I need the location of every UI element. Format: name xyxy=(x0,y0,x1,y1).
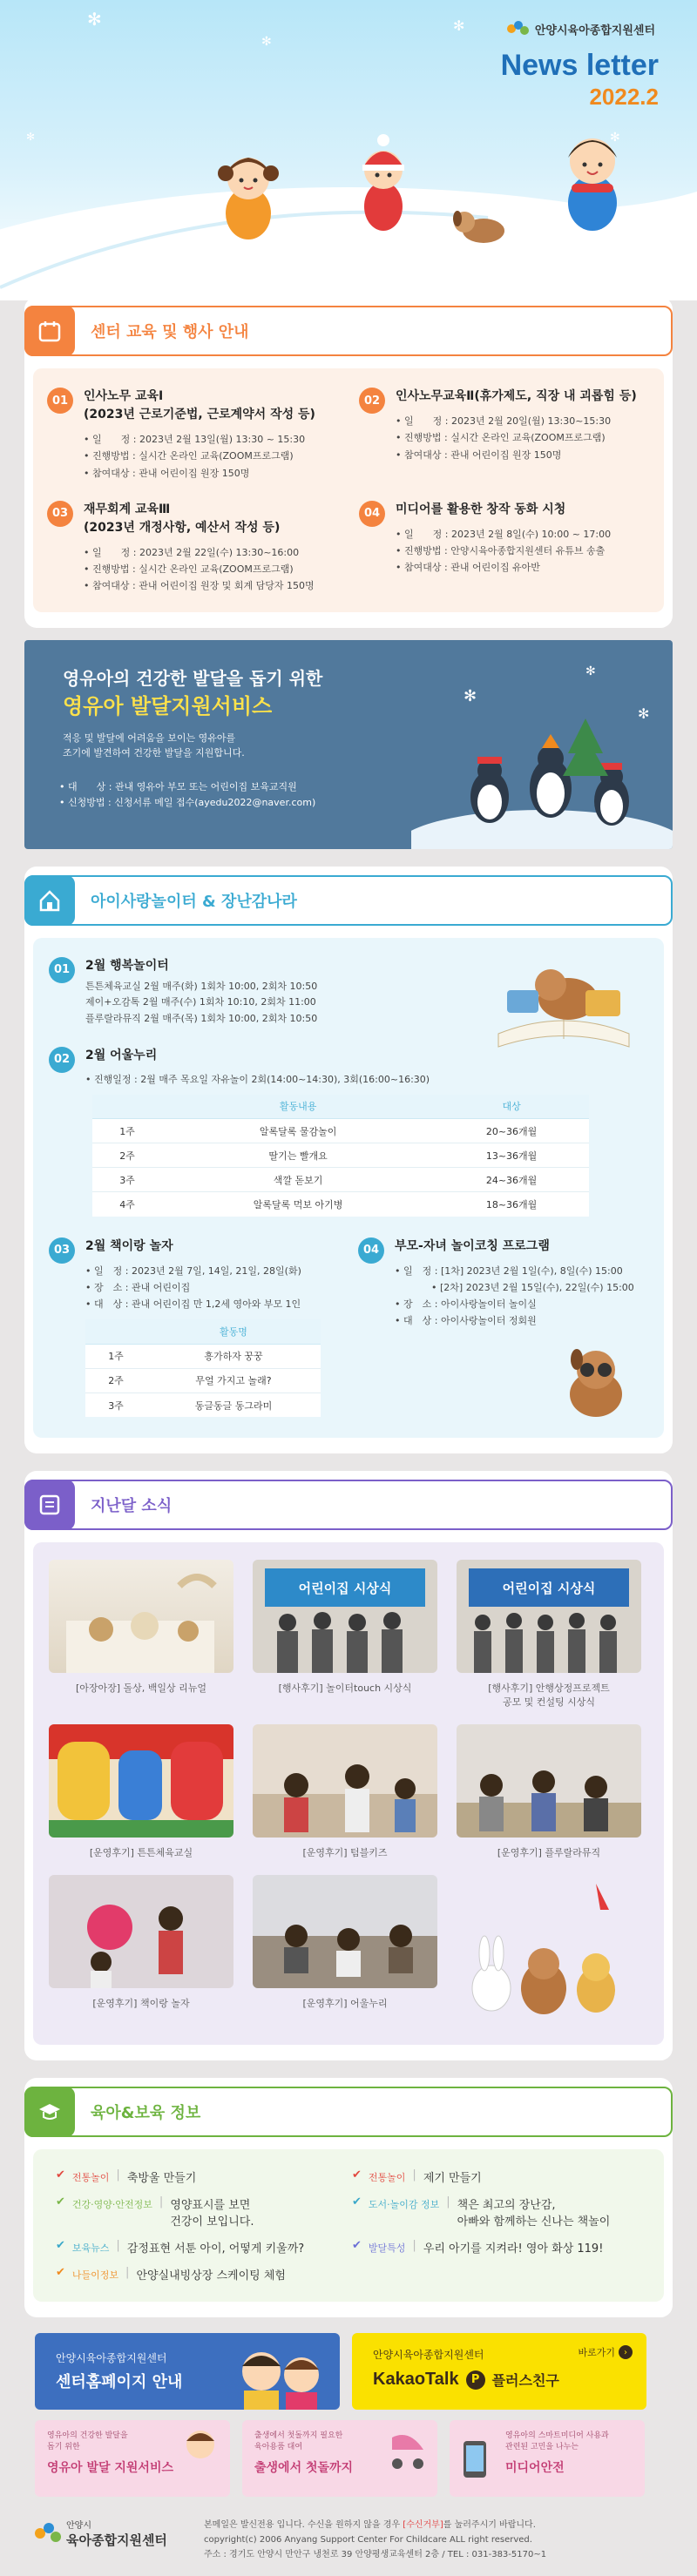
section-title-text: 지난달 소식 xyxy=(91,1497,173,1516)
info-link[interactable]: ✔ 나들이정보 | 안양실내빙상장 스케이팅 체험 xyxy=(56,2266,286,2283)
gallery-item[interactable] xyxy=(49,1875,233,2026)
check-icon: ✔ xyxy=(56,2239,65,2253)
link-title: 출생에서 첫돌까지 xyxy=(254,2460,354,2475)
unsubscribe-link[interactable]: [수신거부] xyxy=(403,2520,443,2531)
program-detail: 제이+오감톡 2월 매주(수) 1회차 10:10, 2회차 11:00 xyxy=(85,996,316,1008)
event-detail: • 일 정 : 2023년 2월 22일(수) 13:30~16:00 xyxy=(84,544,315,561)
gallery-caption: [운영후기] 플루랄라뮤직 xyxy=(497,1847,601,1859)
kakaotalk-brand: KakaoTalk xyxy=(373,2370,459,2390)
footer-org-name: 육아종합지원센터 xyxy=(66,2532,167,2549)
snowflake-icon: ✻ xyxy=(610,131,620,145)
gallery-photo xyxy=(49,1875,233,1988)
chevron-right-icon: › xyxy=(619,2345,633,2359)
program-schedule: • 진행일정 : 2월 매주 목요일 자유놀이 2회(14:00~14:30), 3회(16:00~16:30) xyxy=(85,1073,430,1085)
playground-content xyxy=(33,938,664,1439)
smartphone-icon xyxy=(457,2438,497,2481)
program-number: 02 xyxy=(49,1047,75,1073)
check-icon: ✔ xyxy=(352,2239,362,2253)
event-detail: • 일 정 : 2023년 2월 13일(월) 13:30 ~ 15:30 xyxy=(84,431,315,448)
house-icon xyxy=(24,875,75,926)
program-title: 2월 어울누리 xyxy=(85,1048,158,1062)
program-detail: • 장 소 : 관내 어린이집 xyxy=(85,1279,321,1296)
check-icon: ✔ xyxy=(56,2168,65,2182)
section-title-text: 센터 교육 및 행사 안내 xyxy=(91,323,249,341)
event-detail: • 참여대상 : 관내 어린이집 원장 150명 xyxy=(84,465,315,482)
gallery-caption: [운영후기] 텀블키즈 xyxy=(302,1847,388,1859)
baby-goods-rental-link[interactable]: 출생에서 첫돌까지 필요한 육아용품 대여 출생에서 첫돌까지 xyxy=(242,2420,437,2497)
program-item xyxy=(49,1047,648,1217)
table-header: 대상 xyxy=(434,1095,589,1119)
info-title: 안양실내빙상장 스케이팅 체험 xyxy=(136,2269,286,2283)
gallery-item[interactable] xyxy=(49,1724,233,1859)
event-detail: • 참여대상 : 관내 어린이집 유아반 xyxy=(396,559,611,576)
svg-text:✻: ✻ xyxy=(585,664,596,678)
newsletter-title: News letter xyxy=(500,49,659,82)
penguins-illustration xyxy=(411,640,673,849)
program-detail: 튼튼체육교실 2월 매주(화) 1회차 10:00, 2회차 10:50 xyxy=(85,980,318,992)
info-link[interactable]: ✔ 도서·놀이감 정보 | 책은 최고의 장난감, 아빠와 함께하는 신나는 책놀이 xyxy=(352,2195,611,2229)
section-title-text: 아이사랑놀이터 & 장난감나라 xyxy=(91,892,297,911)
banner-headline: 영유아 발달지원서비스 xyxy=(63,693,273,718)
homepage-banner-org: 안양시육아종합지원센터 xyxy=(56,2352,167,2365)
event-detail: • 진행방법 : 실시간 온라인 교육(ZOOM프로그램) xyxy=(84,561,315,577)
check-icon: ✔ xyxy=(352,2195,362,2209)
footer xyxy=(0,2518,697,2562)
info-link[interactable]: ✔ 발달특성 | 우리 아기를 지켜라! 영아 화상 119! xyxy=(352,2239,604,2256)
child-illustration xyxy=(176,2425,225,2469)
event-detail: • 일 정 : 2023년 2월 20일(월) 13:30~15:30 xyxy=(396,413,637,429)
program-detail: 플루랄라뮤직 2월 매주(목) 1회차 10:00, 2회차 10:50 xyxy=(85,1012,318,1024)
check-icon: ✔ xyxy=(352,2168,362,2182)
book-activity-table xyxy=(85,1319,321,1417)
footer-copyright: copyright(c) 2006 Anyang Support Center For Childcare ALL right reserved. xyxy=(204,2535,532,2546)
snowflake-icon: ✻ xyxy=(87,9,102,30)
gallery-caption: [행사후기] 놀이터touch 시상식 xyxy=(278,1682,412,1695)
book-dog-illustration xyxy=(490,955,638,1060)
footer-logo: 안양시 육아종합지원센터 xyxy=(35,2518,183,2549)
header-banner xyxy=(0,0,697,300)
program-item xyxy=(49,1237,341,1418)
event-item xyxy=(359,501,650,595)
binocular-dog-illustration xyxy=(552,1342,639,1420)
table-row: 3주 동글동글 동그라미 xyxy=(108,1399,273,1412)
gallery-photo xyxy=(49,1724,233,1838)
gallery-photo xyxy=(457,1724,641,1838)
table-row: 2주 무얼 가지고 놀래? xyxy=(85,1368,321,1393)
info-link[interactable]: ✔ 전통놀이 | 제기 만들기 xyxy=(352,2168,482,2186)
winter-children-illustration xyxy=(0,0,697,300)
check-icon: ✔ xyxy=(56,2195,65,2209)
info-title: 축방울 만들기 xyxy=(126,2172,197,2186)
event-number: 02 xyxy=(359,388,385,414)
children-illustration xyxy=(227,2340,331,2410)
activity-table xyxy=(92,1095,589,1217)
info-title: 영양표시를 보면 건강이 보입니다. xyxy=(170,2199,254,2229)
table-header: 활동명 xyxy=(146,1319,321,1344)
table-row: 4주 알록달록 먹보 아기병 18~36개월 xyxy=(119,1198,538,1210)
program-detail: • [2차] 2023년 2월 15일(수), 22일(수) 15:00 xyxy=(395,1279,634,1296)
event-detail: • 참여대상 : 관내 어린이집 원장 150명 xyxy=(396,447,637,463)
kakaotalk-go-link[interactable]: 바로가기 › xyxy=(578,2345,633,2359)
homepage-banner[interactable] xyxy=(35,2333,340,2410)
program-number: 03 xyxy=(49,1237,75,1264)
media-safety-link[interactable]: 영유아의 스마트미디어 사용과 관련된 고민을 나누는 미디어안전 xyxy=(450,2420,645,2497)
event-detail: • 진행방법 : 실시간 온라인 교육(ZOOM프로그램) xyxy=(84,448,315,464)
section-title-parenting-info xyxy=(24,2087,673,2137)
program-detail: • 일 정 : 2023년 2월 7일, 14일, 21일, 28일(화) xyxy=(85,1263,321,1279)
info-link[interactable]: ✔ 건강·영양·안전정보 | 영양표시를 보면 건강이 보입니다. xyxy=(56,2195,254,2229)
gallery-photo xyxy=(457,1560,641,1673)
snowflake-icon: ✻ xyxy=(453,17,465,34)
gallery-caption: [운영후기] 책이랑 놀자 xyxy=(92,1998,190,2010)
link-title: 미디어안전 xyxy=(505,2460,565,2475)
table-row: 2주 딸기는 빨개요 13~36개월 xyxy=(92,1143,589,1168)
kakaotalk-banner[interactable] xyxy=(352,2333,646,2410)
program-item xyxy=(358,1237,648,1418)
event-number: 04 xyxy=(359,501,385,527)
program-detail: • 일 정 : [1차] 2023년 2월 1일(수), 8일(수) 15:00 xyxy=(395,1263,634,1279)
development-support-banner[interactable] xyxy=(24,640,673,849)
event-number: 01 xyxy=(47,388,73,414)
news-icon xyxy=(24,1480,75,1530)
event-detail: • 진행방법 : 실시간 온라인 교육(ZOOM프로그램) xyxy=(396,429,637,446)
gallery-photo xyxy=(253,1875,437,1988)
gallery-item[interactable] xyxy=(253,1875,437,2026)
gallery-photo xyxy=(49,1560,233,1673)
banner-target: • 대 상 : 관내 영유아 부모 또는 어린이집 보육교직원 xyxy=(59,780,297,792)
events-list xyxy=(33,368,664,612)
gallery-item[interactable] xyxy=(457,1724,641,1859)
event-detail: • 참여대상 : 관내 어린이집 원장 및 회계 담당자 150명 xyxy=(84,577,315,594)
snowflake-icon: ✻ xyxy=(26,131,36,143)
info-title: 감정표현 서툰 아이, 어떻게 키울까? xyxy=(126,2242,305,2256)
program-number: 04 xyxy=(358,1237,384,1264)
footer-text: 본메일은 발신전용 입니다. 수신을 원하지 않을 경우 [수신거부]를 눌러주시기 바랍니다. copyright(c) 2006 Anyang Support Center For Childcare ALL right reserved. 주소 : 경기도 안양시 만안구 냉천로 39 안양평생교육센터 2층 / TEL : 031-383-5170~1 xyxy=(204,2518,546,2562)
animal-friends-illustration xyxy=(457,1875,641,2026)
info-title: 책은 최고의 장난감, 아빠와 함께하는 신나는 책놀이 xyxy=(457,2199,611,2229)
gallery-item[interactable] xyxy=(253,1560,437,1709)
banner-line1: 영유아의 건강한 발달을 돕기 위한 xyxy=(63,667,323,689)
gallery-photo xyxy=(253,1560,437,1673)
info-link[interactable]: ✔ 전통놀이 | 축방울 만들기 xyxy=(56,2168,197,2186)
stroller-icon xyxy=(383,2429,432,2472)
header-org-name: 안양시육아종합지원센터 xyxy=(534,24,655,37)
info-title: 우리 아기를 지켜라! 영아 화상 119! xyxy=(423,2242,604,2256)
section-title-text: 육아&보육 정보 xyxy=(91,2104,201,2123)
program-number: 01 xyxy=(49,957,75,983)
program-title: 부모-자녀 놀이코칭 프로그램 xyxy=(395,1238,550,1253)
gallery-caption: [행사후기] 안행상정프로젝트 공모 및 컨설팅 시상식 xyxy=(488,1682,610,1708)
svg-text:✻: ✻ xyxy=(464,686,477,705)
info-link[interactable]: ✔ 보육뉴스 | 감정표현 서툰 아이, 어떻게 키울까? xyxy=(56,2239,305,2256)
banner-apply: • 신청방법 : 신청서류 메일 접수(ayedu2022@naver.com) xyxy=(59,797,316,809)
link-title: 영유아 발달 지원서비스 xyxy=(47,2460,173,2475)
program-detail: • 대 상 : 아이사랑놀이터 정회원 xyxy=(395,1312,634,1329)
gallery-item[interactable] xyxy=(253,1724,437,1859)
plusfriend-icon: P xyxy=(466,2370,485,2390)
event-number: 03 xyxy=(47,501,73,527)
snowflake-icon: ✻ xyxy=(261,35,272,49)
footer-address: 주소 : 경기도 안양시 만안구 냉천로 39 안양평생교육센터 2층 / TEL : 031-383-5170~1 xyxy=(204,2550,547,2560)
section-title-last-month xyxy=(24,1480,673,1530)
event-title: 재무회계 교육Ⅲ (2023년 개정사항, 예산서 작성 등) xyxy=(84,502,281,535)
check-icon: ✔ xyxy=(56,2266,65,2280)
photo-sign-text: 어린이집 시상식 xyxy=(469,1568,629,1607)
photo-gallery xyxy=(33,1542,664,2045)
banner-desc: 조기에 발견하여 건강한 발달을 지원합니다. xyxy=(63,747,245,759)
calendar-icon xyxy=(24,306,75,356)
section-title-playground xyxy=(24,875,673,926)
table-row: 1주 흥가하자 꿍꿍 xyxy=(85,1344,321,1368)
event-item xyxy=(47,501,338,595)
center-logo-icon xyxy=(35,2521,61,2546)
gallery-caption: [운영후기] 어울누리 xyxy=(302,1998,388,2010)
homepage-banner-title: 센터홈페이지 안내 xyxy=(56,2373,183,2392)
graduation-cap-icon xyxy=(24,2087,75,2137)
newsletter-date: 2022.2 xyxy=(589,84,659,110)
event-title: 미디어를 활용한 창작 동화 시청 xyxy=(396,502,566,516)
program-title: 2월 책이랑 놀자 xyxy=(85,1238,173,1253)
gallery-caption: [운영후기] 튼튼체육교실 xyxy=(89,1847,193,1859)
svg-text:✻: ✻ xyxy=(638,705,650,722)
section-title-center-events xyxy=(24,306,673,356)
event-title: 인사노무 교육Ⅰ (2023년 근로기준법, 근로계약서 작성 등) xyxy=(84,389,315,421)
banner-desc: 적응 및 발달에 어려움을 보이는 영유아를 xyxy=(63,732,236,744)
development-service-link[interactable]: 영유아의 건강한 발달을 돕기 위한 영유아 발달 지원서비스 xyxy=(35,2420,230,2497)
table-row: 1주 알록달록 물감놀이 20~36개월 xyxy=(92,1119,589,1143)
program-detail: • 대 상 : 관내 어린이집 만 1,2세 영아와 부모 1인 xyxy=(85,1296,321,1312)
info-list xyxy=(33,2149,664,2302)
kakaotalk-banner-org: 안양시육아종합지원센터 xyxy=(373,2349,484,2362)
photo-sign-text: 어린이집 시상식 xyxy=(265,1568,425,1607)
event-item xyxy=(359,388,650,482)
plusfriend-label: 플러스친구 xyxy=(491,2372,559,2390)
event-item xyxy=(47,388,338,482)
gallery-item[interactable] xyxy=(457,1560,641,1709)
gallery-caption: [아장아장] 돌상, 백일상 리뉴얼 xyxy=(75,1682,207,1695)
event-detail: • 일 정 : 2023년 2월 8일(수) 10:00 ~ 17:00 xyxy=(396,526,611,543)
gallery-item[interactable] xyxy=(49,1560,233,1709)
gallery-photo xyxy=(253,1724,437,1838)
event-detail: • 진행방법 : 안양시육아종합지원센터 유튜브 송출 xyxy=(396,543,611,559)
info-title: 제기 만들기 xyxy=(423,2172,482,2186)
program-title: 2월 행복놀이터 xyxy=(85,958,169,973)
table-header: 활동내용 xyxy=(162,1095,434,1119)
event-title: 인사노무교육Ⅱ(휴가제도, 직장 내 괴롭힘 등) xyxy=(396,389,637,403)
program-detail: • 장 소 : 아이사랑놀이터 놀이실 xyxy=(395,1296,634,1312)
table-row: 3주 색깔 돋보기 24~36개월 xyxy=(92,1168,589,1192)
